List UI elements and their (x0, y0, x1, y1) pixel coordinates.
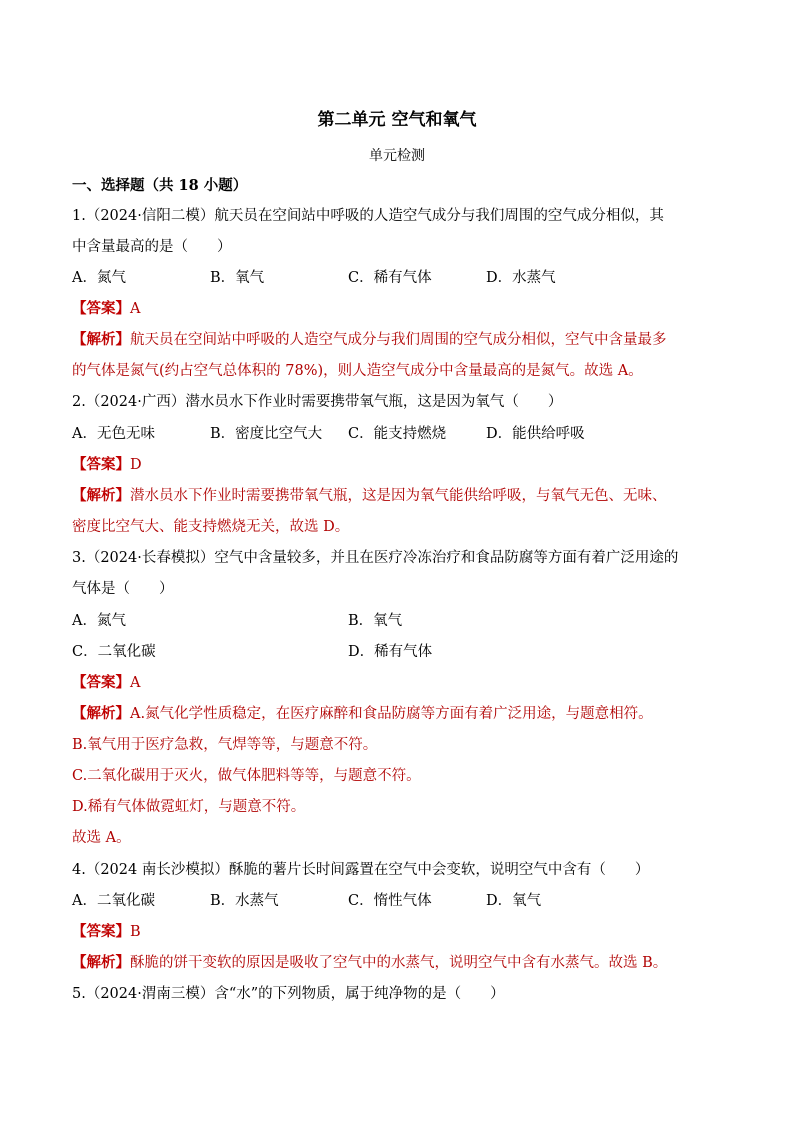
q1-answer-value: A (130, 301, 141, 317)
q2-stem-line1: 2.（2024·广西）潜水员水下作业时需要携带氧气瓶，这是因为氧气（ ） (72, 394, 563, 410)
analysis-tag: 【解析】 (72, 705, 130, 722)
q3-answer (72, 673, 140, 693)
q2-option-c: C．能支持燃烧 (348, 426, 447, 442)
q3-analysis-line2: B.氧气用于医疗急救，气焊等等，与题意不符。 (72, 737, 378, 753)
q2-answer (72, 455, 142, 475)
q4-option-c: C．惰性气体 (348, 893, 432, 909)
analysis-tag: 【解析】 (72, 331, 130, 348)
q3-analysis-line1 (72, 704, 653, 724)
answer-tag: 【答案】 (72, 456, 130, 473)
q5-stem-line1: 5.（2024·渭南三模）含“水”的下列物质，属于纯净物的是（ ） (72, 986, 505, 1002)
q1-option-d: D．水蒸气 (486, 270, 556, 286)
q4-stem-line1: 4.（2024 南长沙模拟）酥脆的薯片长时间露置在空气中会变软，说明空气中含有（ ） (72, 862, 650, 878)
q1-analysis-line1 (72, 330, 667, 350)
q4-option-d: D．氧气 (486, 893, 542, 909)
q3-option-c: C．二氧化碳 (72, 644, 156, 660)
q4-analysis-line1 (72, 953, 667, 973)
q4-answer-value: B (130, 924, 141, 940)
section-heading: 一、选择题（共 18 小题） (72, 177, 248, 194)
q2-option-d: D．能供给呼吸 (486, 426, 585, 442)
q3-analysis-line4: D.稀有气体做霓虹灯，与题意不符。 (72, 799, 306, 815)
q1-analysis-line2: 的气体是氮气(约占空气总体积的 78%)，则人造空气成分中含量最高的是氮气。故选 A。 (72, 363, 643, 379)
q3-answer-value: A (130, 675, 141, 691)
q1-stem-line2: 中含量最高的是（ ） (72, 239, 232, 255)
q1-answer (72, 299, 140, 319)
q1-option-a: A．氮气 (72, 270, 126, 286)
q2-answer-value: D (130, 457, 142, 473)
q1-stem-line1: 1.（2024·信阳二模）航天员在空间站中呼吸的人造空气成分与我们周围的空气成分相似，其 (72, 208, 664, 224)
analysis-tag: 【解析】 (72, 487, 130, 504)
analysis-tag: 【解析】 (72, 954, 130, 971)
page-title: 第二单元 空气和氧气 (317, 110, 477, 130)
q3-conclusion: 故选 A。 (72, 830, 131, 846)
q2-analysis-text1: 潜水员水下作业时需要携带氧气瓶，这是因为氧气能供给呼吸，与氧气无色、无味、 (130, 488, 667, 504)
q3-stem-line2: 气体是（ ） (72, 581, 174, 597)
q3-option-a: A．氮气 (72, 613, 126, 629)
q1-analysis-text1: 航天员在空间站中呼吸的人造空气成分与我们周围的空气成分相似，空气中含量最多 (130, 332, 667, 348)
answer-tag: 【答案】 (72, 300, 130, 317)
q4-analysis-text1: 酥脆的饼干变软的原因是吸收了空气中的水蒸气，说明空气中含有水蒸气。故选 B。 (130, 955, 668, 971)
q3-analysis-text1: A.氮气化学性质稳定，在医疗麻醉和食品防腐等方面有着广泛用途，与题意相符。 (130, 706, 653, 722)
q3-option-d: D．稀有气体 (348, 644, 433, 660)
answer-tag: 【答案】 (72, 923, 130, 940)
q2-analysis-line1 (72, 486, 667, 506)
q3-option-b: B．氧气 (348, 613, 403, 629)
q3-stem-line1: 3.（2024·长春模拟）空气中含量较多，并且在医疗冷冻治疗和食品防腐等方面有着广泛用途的 (72, 550, 679, 566)
page-subtitle: 单元检测 (369, 148, 425, 164)
q2-option-a: A．无色无味 (72, 426, 155, 442)
q1-option-c: C．稀有气体 (348, 270, 432, 286)
q3-analysis-line3: C.二氧化碳用于灭火，做气体肥料等等，与题意不符。 (72, 768, 421, 784)
answer-tag: 【答案】 (72, 674, 130, 691)
q4-option-b: B．水蒸气 (210, 893, 279, 909)
q4-answer (72, 922, 141, 942)
q2-analysis-line2: 密度比空气大、能支持燃烧无关，故选 D。 (72, 519, 350, 535)
q4-option-a: A．二氧化碳 (72, 893, 155, 909)
q1-option-b: B．氧气 (210, 270, 265, 286)
q2-option-b: B．密度比空气大 (210, 426, 323, 442)
